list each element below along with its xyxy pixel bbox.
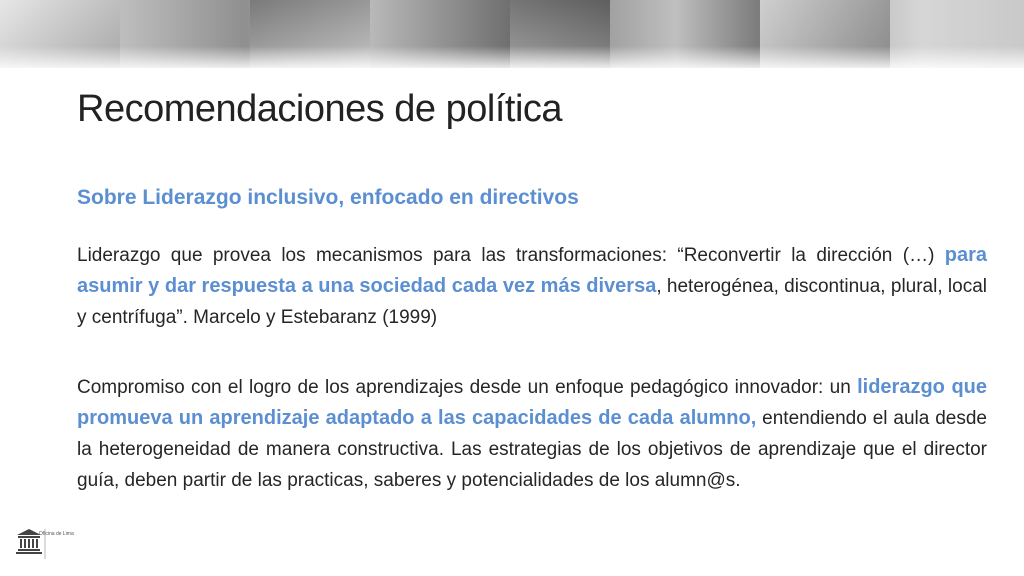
paragraph2-highlight: liderazgo que promueva un aprendizaje adaptado a las capacidades de cada alumno, [77, 376, 988, 429]
paragraph-leadership-quote [77, 240, 987, 333]
banner-fade [0, 46, 1024, 68]
photo-banner [0, 0, 1024, 68]
paragraph-learning-commitment [77, 372, 987, 496]
paragraph1-highlight: para asumir y dar respuesta a una sociedad cada vez más diversa [77, 244, 987, 297]
logo-office-name: Oficina de Lima [39, 531, 74, 537]
paragraph2-text-after: entendiendo el aula desde la heterogeneidad de manera constructiva. Las estrategias de los objetivos de aprendizaje que el director guía, deben partir de las practicas, saberes y potencialidades de los alumn@s. [77, 408, 987, 491]
paragraph2-text-before: Compromiso con el logro de los aprendizajes desde un enfoque pedagógico innovador: un [77, 377, 858, 398]
paragraph1-text-after: , heterogénea, discontinua, plural, local y centrífuga”. Marcelo y Estebaranz (1999) [77, 276, 987, 328]
slide-title: Recomendaciones de política [77, 88, 563, 130]
paragraph1-text-before: Liderazgo que provea los mecanismos para las transformaciones: “Reconvertir la dirección (…) [77, 245, 945, 266]
slide-subtitle: Sobre Liderazgo inclusivo, enfocado en directivos [77, 186, 579, 209]
